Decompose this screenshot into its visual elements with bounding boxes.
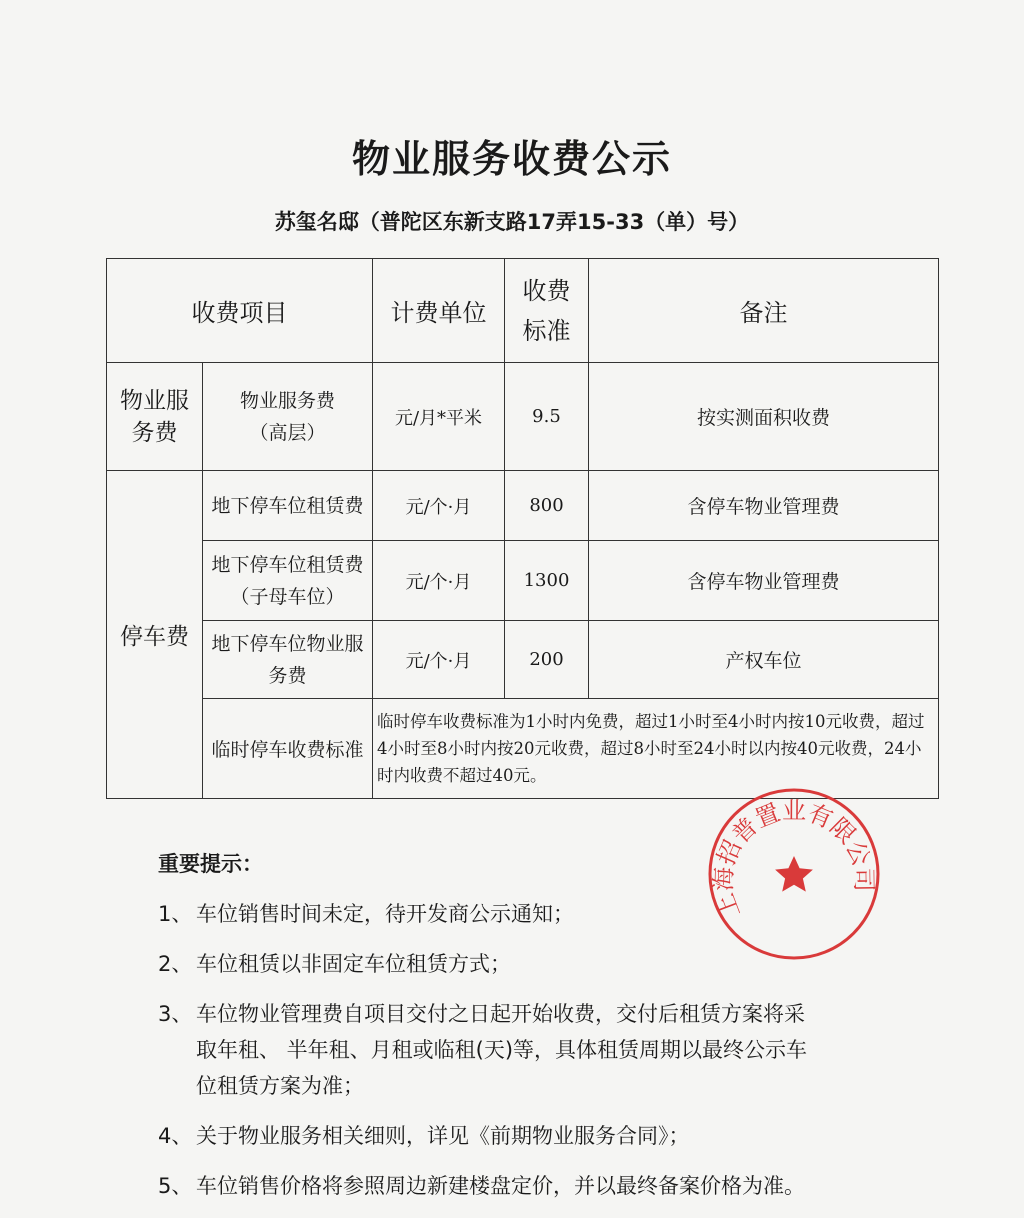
item-sublabel: （子母车位） [230, 585, 345, 608]
note-cell: 产权车位 [589, 621, 939, 699]
item-cell: 临时停车收费标准 [203, 699, 373, 799]
item-sublabel: （高层） [249, 421, 326, 444]
value-cell: 800 [505, 471, 589, 541]
category-label: 物业服务费 [119, 387, 189, 446]
fee-table [106, 258, 939, 799]
item-cell [203, 363, 373, 471]
table-header-row [107, 259, 939, 363]
header-item: 收费项目 [107, 259, 373, 363]
notes-title: 重要提示： [158, 852, 263, 876]
note-item [158, 946, 918, 982]
table-row [107, 541, 939, 621]
unit-cell: 元/个·月 [373, 621, 505, 699]
note-number: 5、 [158, 1174, 193, 1198]
important-notes [158, 846, 918, 1218]
header-standard-label: 收费标准 [522, 276, 571, 345]
note-cell: 含停车物业管理费 [589, 541, 939, 621]
note-text: 车位租赁以非固定车位租赁方式； [196, 952, 511, 976]
unit-cell: 元/个·月 [373, 541, 505, 621]
item-cell [203, 541, 373, 621]
header-unit: 计费单位 [373, 259, 505, 363]
note-text: 车位物业管理费自项目交付之日起开始收费，交付后租赁方案将采取年租、 半年租、月租或临租(天)等，具体租赁周期以最终公示车位租赁方案为准； [196, 1002, 808, 1098]
note-cell: 含停车物业管理费 [589, 471, 939, 541]
table-row [107, 471, 939, 541]
note-number: 4、 [158, 1124, 193, 1148]
table-row [107, 363, 939, 471]
note-item [158, 996, 918, 1104]
value-cell: 200 [505, 621, 589, 699]
note-text: 车位销售价格将参照周边新建楼盘定价，并以最终备案价格为准。 [196, 1174, 805, 1198]
value-cell: 9.5 [505, 363, 589, 471]
item-cell: 地下停车位租赁费 [203, 471, 373, 541]
note-number: 3、 [158, 1002, 193, 1026]
note-text: 关于物业服务相关细则，详见《前期物业服务合同》； [196, 1124, 690, 1148]
note-item [158, 896, 918, 932]
table-row [107, 621, 939, 699]
item-cell [203, 621, 373, 699]
note-cell: 按实测面积收费 [589, 363, 939, 471]
value-cell: 1300 [505, 541, 589, 621]
note-item [158, 1118, 918, 1154]
item-label: 地下停车位租赁费 [211, 553, 364, 576]
page-subtitle: 苏玺名邸（普陀区东新支路17弄15-33（单）号） [274, 210, 750, 234]
unit-cell: 元/月*平米 [373, 363, 505, 471]
note-text: 车位销售时间未定，待开发商公示通知； [196, 902, 574, 926]
header-note: 备注 [589, 259, 939, 363]
category-cell: 停车费 [107, 471, 203, 799]
note-item [158, 1168, 918, 1204]
item-label: 地下停车位物业服务费 [211, 632, 364, 687]
note-cell: 临时停车收费标准为1小时内免费，超过1小时至4小时内按10元收费，超过4小时至8小时内按20元收费，超过8小时至24小时以内按40元收费，24小时内收费不超过40元。 [373, 699, 939, 799]
note-number: 2、 [158, 952, 193, 976]
page-title: 物业服务收费公示 [351, 137, 672, 181]
note-number: 1、 [158, 902, 193, 926]
item-label: 物业服务费 [239, 389, 335, 412]
header-standard [505, 259, 589, 363]
seal-text: 上海招普置业有限公司 [709, 796, 878, 922]
category-cell [107, 363, 203, 471]
unit-cell: 元/个·月 [373, 471, 505, 541]
table-row [107, 699, 939, 799]
